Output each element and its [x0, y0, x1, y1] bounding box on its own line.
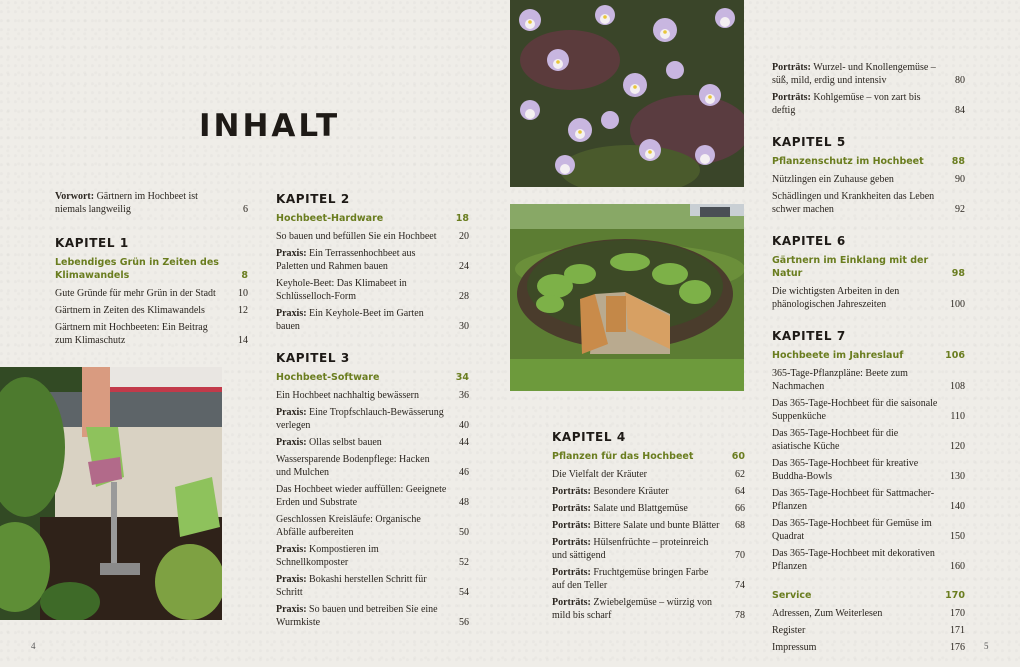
entry-page: 160 [950, 561, 965, 572]
entry-label: Praxis: [276, 407, 307, 418]
toc-entry[interactable] [772, 285, 965, 311]
chapter-heading: KAPITEL 5 [772, 135, 846, 149]
entry-label: Porträts: [552, 503, 591, 514]
entry-page: 171 [950, 625, 965, 636]
entry-page: 140 [950, 501, 965, 512]
toc-entry[interactable] [552, 536, 745, 562]
chapter-page: 34 [455, 372, 469, 383]
entry-page: 90 [955, 174, 965, 185]
chapter-title-6[interactable] [772, 254, 965, 280]
entry-text: Schädlingen und Krankheiten das Leben schwer machen [772, 191, 935, 215]
chapter-heading: KAPITEL 1 [55, 236, 129, 250]
entry-page: 74 [735, 580, 745, 591]
entry-label: Porträts: [772, 92, 811, 103]
toc-entry[interactable] [276, 389, 469, 402]
service-page: 170 [945, 590, 965, 601]
entry-label: Praxis: [276, 437, 307, 448]
chapter-title-2[interactable] [276, 212, 469, 225]
entry-text: Hülsenfrüchte – proteinreich und sättigend [552, 537, 709, 561]
entry-text: Das 365-Tage-Hochbeet für Gemüse im Quadrat [772, 518, 932, 542]
toc-entry[interactable] [276, 603, 469, 629]
entry-text: Ein Terrassenhochbeet aus Paletten und Rahmen bauen [276, 248, 416, 272]
chapter-title-text: Gärtnern im Einklang mit der Natur [772, 255, 929, 279]
entry-page: 176 [950, 642, 965, 653]
entry-text: Bokashi herstellen Schritt für Schritt [276, 574, 427, 598]
chapter-page: 18 [455, 213, 469, 224]
entry-page: 20 [459, 231, 469, 242]
entry-text: Salate und Blattgemüse [590, 503, 688, 514]
entry-page: 40 [459, 420, 469, 431]
chapter-title-text: Pflanzen für das Hochbeet [552, 451, 694, 462]
entry-text: Zwiebelgemüse – würzig von mild bis scharf [552, 597, 712, 621]
toc-entry[interactable] [55, 321, 248, 347]
entry-page: 78 [735, 610, 745, 621]
entry-text: Impressum [772, 642, 817, 653]
entry-page: 36 [459, 390, 469, 401]
toc-entry[interactable] [552, 596, 745, 622]
entry-page: 64 [735, 486, 745, 497]
toc-entry[interactable] [276, 573, 469, 599]
entry-label: Praxis: [276, 604, 307, 615]
entry-label: Vorwort: [55, 191, 95, 202]
viola-flowers-photo [510, 0, 744, 187]
chapter-title-7[interactable] [772, 349, 965, 362]
gardening-photo-art [0, 367, 222, 620]
toc-entry[interactable] [276, 453, 469, 479]
entry-text: So bauen und befüllen Sie ein Hochbeet [276, 231, 437, 242]
entry-text: Kohlgemüse – von zart bis deftig [772, 92, 921, 116]
toc-entry[interactable] [772, 487, 965, 513]
entry-label: Porträts: [552, 520, 591, 531]
entry-label: Praxis: [276, 574, 307, 585]
chapter-page: 106 [945, 350, 965, 361]
entry-page: 30 [459, 321, 469, 332]
chapter-title-5[interactable] [772, 155, 965, 168]
toc-column-1 [55, 190, 248, 347]
toc-entry[interactable] [552, 519, 745, 532]
entry-label: Porträts: [552, 567, 591, 578]
page-title: INHALT [199, 108, 341, 144]
chapter-heading: KAPITEL 7 [772, 329, 846, 343]
toc-column-2 [276, 192, 469, 629]
entry-page: 44 [459, 437, 469, 448]
toc-entry[interactable] [772, 91, 965, 117]
entry-text: Wassersparende Bodenpflege: Hacken und Mulchen [276, 454, 430, 478]
entry-page: 10 [238, 288, 248, 299]
chapter-title-text: Hochbeet-Software [276, 372, 380, 383]
toc-entry[interactable] [772, 517, 965, 543]
entry-page: 62 [735, 469, 745, 480]
toc-entry[interactable] [772, 190, 965, 216]
toc-entry[interactable] [276, 543, 469, 569]
entry-text: Gute Gründe für mehr Grün in der Stadt [55, 288, 216, 299]
entry-text: Kompostieren im Schnellkomposter [276, 544, 379, 568]
chapter-title-1[interactable] [55, 256, 248, 282]
entry-text: Das Hochbeet wieder auffüllen: Geeignete Erden und Substrate [276, 484, 447, 508]
chapter-title-text: Hochbeet-Hardware [276, 213, 384, 224]
entry-page: 108 [950, 381, 965, 392]
toc-entry[interactable] [55, 304, 248, 317]
entry-page: 12 [238, 305, 248, 316]
toc-entry[interactable] [552, 468, 745, 481]
chapter-title-4[interactable] [552, 450, 745, 463]
service-title-text: Service [772, 590, 812, 601]
entry-page: 50 [459, 527, 469, 538]
entry-text: Fruchtgemüse bringen Farbe auf den Teller [552, 567, 709, 591]
entry-text: Das 365-Tage-Hochbeet mit dekorativen Pflanzen [772, 548, 935, 572]
entry-page: 24 [459, 261, 469, 272]
entry-label: Porträts: [552, 597, 591, 608]
entry-text: Register [772, 625, 806, 636]
toc-entry[interactable] [55, 287, 248, 300]
entry-page: 92 [955, 204, 965, 215]
toc-entry-vorwort[interactable] [55, 190, 248, 216]
entry-page: 120 [950, 441, 965, 452]
entry-page: 68 [735, 520, 745, 531]
toc-column-3 [552, 430, 745, 622]
entry-text: Das 365-Tage-Hochbeet für die asiatische Küche [772, 428, 899, 452]
toc-entry[interactable] [276, 307, 469, 333]
entry-text: Die Vielfalt der Kräuter [552, 469, 648, 480]
entry-text: Gärtnern im Hochbeet ist niemals langweilig [55, 191, 198, 215]
entry-label: Praxis: [276, 544, 307, 555]
flowers-photo-art [510, 0, 744, 187]
entry-text: Das 365-Tage-Hochbeet für kreative Buddha-Bowls [772, 458, 919, 482]
toc-entry[interactable] [552, 502, 745, 515]
entry-page: 48 [459, 497, 469, 508]
toc-entry[interactable] [772, 427, 965, 453]
entry-page: 56 [459, 617, 469, 628]
entry-text: Bittere Salate und bunte Blätter [590, 520, 720, 531]
entry-label: Praxis: [276, 248, 307, 259]
entry-page: 80 [955, 75, 965, 86]
entry-page: 28 [459, 291, 469, 302]
entry-text: Eine Tropfschlauch-Bewässerung verlegen [276, 407, 444, 431]
entry-text: 365-Tage-Pflanzpläne: Beete zum Nachmachen [772, 368, 908, 392]
entry-page: 100 [950, 299, 965, 310]
toc-entry[interactable] [772, 641, 965, 654]
toc-entry[interactable] [276, 483, 469, 509]
chapter-page: 88 [951, 156, 965, 167]
chapter-heading: KAPITEL 3 [276, 351, 350, 365]
service-title[interactable] [772, 589, 965, 602]
toc-entry[interactable] [772, 397, 965, 423]
entry-text: Ein Hochbeet nachhaltig bewässern [276, 390, 420, 401]
keyhole-bed-art [510, 204, 744, 391]
entry-text: Geschlossen Kreisläufe: Organische Abfälle aufbereiten [276, 514, 421, 538]
toc-entry[interactable] [552, 485, 745, 498]
entry-page: 110 [950, 411, 965, 422]
toc-entry[interactable] [772, 173, 965, 186]
entry-label: Porträts: [772, 62, 811, 73]
entry-page: 66 [735, 503, 745, 514]
entry-label: Porträts: [552, 486, 591, 497]
entry-page: 150 [950, 531, 965, 542]
entry-text: Das 365-Tage-Hochbeet für die saisonale Suppenküche [772, 398, 938, 422]
page-number-right: 5 [984, 641, 989, 651]
entry-text: Wurzel- und Knollengemüse – süß, mild, erdig und intensiv [772, 62, 936, 86]
chapter-title-text: Hochbeete im Jahreslauf [772, 350, 904, 361]
toc-entry[interactable] [772, 457, 965, 483]
gardening-gloves-photo [0, 367, 222, 620]
toc-entry[interactable] [772, 607, 965, 620]
entry-text: Ollas selbst bauen [306, 437, 382, 448]
entry-text: Keyhole-Beet: Das Klimabeet in Schlüsselloch-Form [276, 278, 407, 302]
toc-entry[interactable] [276, 247, 469, 273]
toc-entry[interactable] [276, 513, 469, 539]
toc-entry[interactable] [276, 230, 469, 243]
entry-text: Besondere Kräuter [590, 486, 669, 497]
chapter-heading: KAPITEL 4 [552, 430, 626, 444]
entry-text: Nützlingen ein Zuhause geben [772, 174, 894, 185]
entry-page: 170 [950, 608, 965, 619]
entry-page: 14 [238, 335, 248, 346]
toc-entry[interactable] [772, 61, 965, 87]
entry-text: So bauen und betreiben Sie eine Wurmkiste [276, 604, 438, 628]
toc-entry[interactable] [276, 406, 469, 432]
entry-text: Die wichtigsten Arbeiten in den phänologischen Jahreszeiten [772, 286, 900, 310]
toc-entry[interactable] [772, 367, 965, 393]
chapter-page: 8 [241, 270, 248, 281]
toc-entry[interactable] [772, 624, 965, 637]
chapter-title-3[interactable] [276, 371, 469, 384]
entry-label: Praxis: [276, 308, 307, 319]
entry-text: Gärtnern in Zeiten des Klimawandels [55, 305, 205, 316]
entry-text: Ein Keyhole-Beet im Garten bauen [276, 308, 424, 332]
entry-page: 130 [950, 471, 965, 482]
chapter-page: 98 [951, 268, 965, 279]
entry-text: Das 365-Tage-Hochbeet für Sattmacher-Pflanzen [772, 488, 935, 512]
toc-entry[interactable] [276, 277, 469, 303]
chapter-heading: KAPITEL 6 [772, 234, 846, 248]
entry-page: 6 [243, 204, 248, 215]
entry-label: Porträts: [552, 537, 591, 548]
entry-text: Adressen, Zum Weiterlesen [772, 608, 883, 619]
entry-page: 70 [735, 550, 745, 561]
entry-page: 84 [955, 105, 965, 116]
chapter-title-text: Pflanzenschutz im Hochbeet [772, 156, 924, 167]
chapter-page: 60 [731, 451, 745, 462]
toc-entry[interactable] [772, 547, 965, 573]
entry-page: 54 [459, 587, 469, 598]
keyhole-bed-photo [510, 204, 744, 391]
toc-column-4 [772, 61, 965, 654]
toc-entry[interactable] [276, 436, 469, 449]
chapter-title-text: Lebendiges Grün in Zeiten des Klimawandels [55, 257, 219, 281]
chapter-heading: KAPITEL 2 [276, 192, 350, 206]
toc-entry[interactable] [552, 566, 745, 592]
entry-text: Gärtnern mit Hochbeeten: Ein Beitrag zum Klimaschutz [55, 322, 208, 346]
page-number-left: 4 [31, 641, 36, 651]
entry-page: 52 [459, 557, 469, 568]
entry-page: 46 [459, 467, 469, 478]
